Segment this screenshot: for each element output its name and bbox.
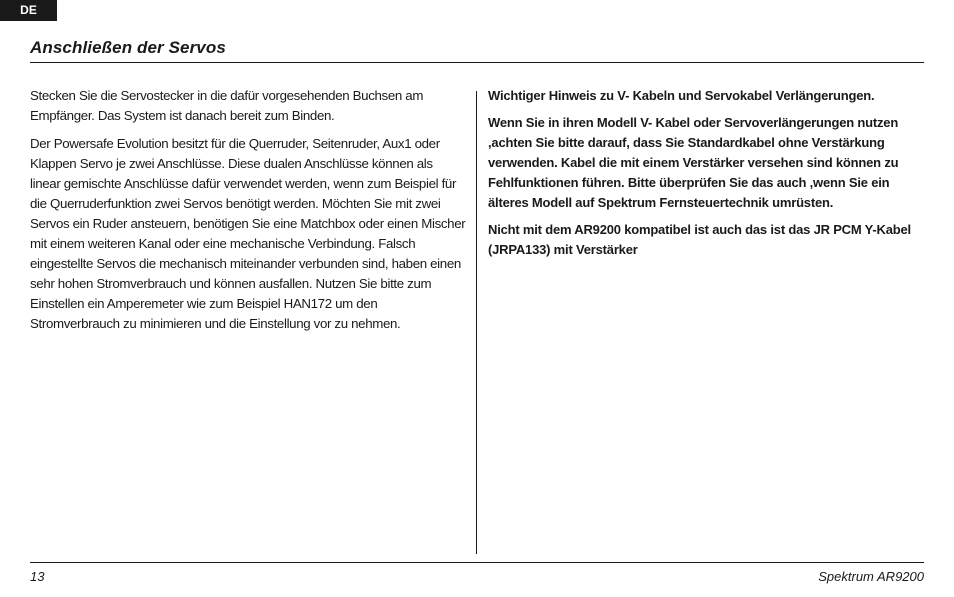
notice-paragraph: Nicht mit dem AR9200 kompatibel ist auch das ist das JR PCM Y-Kabel (JRPA133) mit Verstärker: [488, 222, 911, 257]
footer-product-name: Spektrum AR9200: [818, 569, 924, 584]
notice-paragraph: Wenn Sie in ihren Modell V- Kabel oder Servoverlängerungen nutzen ,achten Sie bitte darauf, dass Sie Standardkabel ohne Verstärkung verwenden. Kabel die mit einem Verstärker versehen sind können zu Fehlfunktionen führen. Bitte überprüfen Sie das auch ,wenn Sie ein älteres Modell auf Spektrum Fernsteuertechnik umrüsten.: [488, 115, 899, 210]
page-number: 13: [30, 569, 45, 584]
language-tab: DE: [0, 0, 57, 21]
footer-divider: [30, 562, 924, 563]
page-title: Anschließen der Servos: [30, 38, 226, 57]
column-divider: [476, 91, 477, 554]
left-column: [30, 86, 466, 342]
notice-heading: Wichtiger Hinweis zu V- Kabeln und Servokabel Verlängerungen.: [488, 88, 875, 103]
body-paragraph: Stecken Sie die Servostecker in die dafür vorgesehenden Buchsen am Empfänger. Das System ist danach bereit zum Binden.: [30, 88, 424, 123]
right-column: [488, 86, 928, 267]
body-paragraph: Der Powersafe Evolution besitzt für die Querruder, Seitenruder, Aux1 oder Klappen Servo je zwei Anschlüsse. Diese dualen Anschlüsse können als linear gemischte Anschlüsse dafür verwendet werden, wenn zum Beispiel für die Querruderfunktion zwei Servos benötigt werden. Möchten Sie mit zwei Servos ein Ruder ansteuern, benötigen Sie eine Matchbox oder einen Mischer mit einem weiteren Kanal oder eine mechanische Verbindung. Falsch eingestellte Servos die mechanisch miteinander verbunden sind, haben einen sehr hohen Stromverbrauch und können ausfallen. Nutzen Sie bitte zum Einstellen ein Amperemeter wie zum Beispiel HAN172 um den Stromverbrauch zu minimieren und die Einstellung vor zu nehmen.: [30, 136, 466, 331]
header-divider: [30, 62, 924, 63]
